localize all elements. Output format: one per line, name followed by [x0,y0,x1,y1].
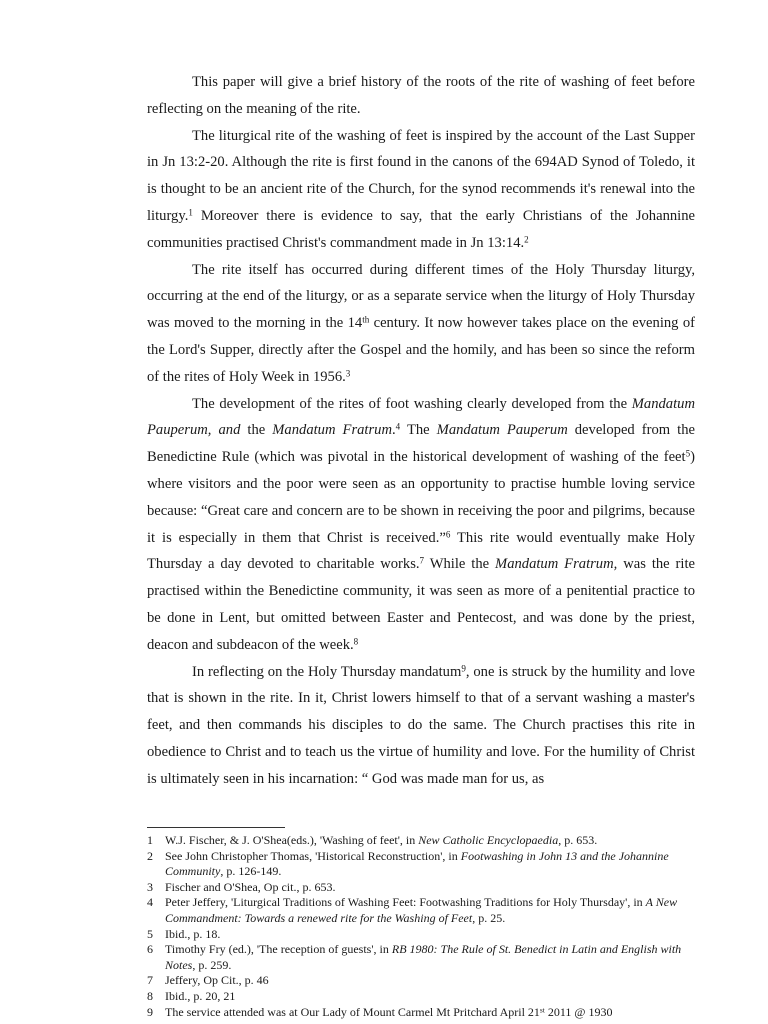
footnote-number: 5 [147,926,153,941]
footnote [147,927,695,943]
paragraph-3: The rite itself has occurred during different times of the Holy Thursday liturgy, occurring at the end of the liturgy, or as a separate service when the liturgy of Holy Thursday was moved to the morning in the 14th century. It now however takes place on the evening of the Lord's Supper, directly after the Gospel and the homily, and has been so since the reform of the rites of Holy Week in 1956.$^3$ [147,261,695,385]
footnote-ref-2[interactable]: 2 [524,234,529,245]
footnote-ref-1[interactable]: 1 [188,207,193,218]
footnote-number: 4 [147,895,153,910]
paragraph-2: The liturgical rite of the washing of feet is inspired by the account of the Last Supper in Jn 13:2-20. Although the rite is first found in the canons of the 694AD Synod of Toledo, it is thought to be an ancient rite of the Church, for the synod recommends it's renewal into the liturgy.$^1$ Moreover there is evidence to say, that the early Christians of the Johannine communities practised Christ's commandment made in Jn 13:14.$^2$ [147,127,695,251]
footnote [147,942,695,973]
footnote-ref-7[interactable]: 7 [419,555,425,566]
footnote-text: Peter Jeffery, 'Liturgical Traditions of Washing Feet: Footwashing Traditions for Holy Thursday', in A New Commandment: Towards a renewed rite for the Washing of Feet, p. 25. [165,895,678,925]
body-text [147,69,695,793]
footnote-ref-9[interactable]: 9 [461,663,466,674]
footnote-number: 7 [147,973,153,988]
paragraph-1: This paper will give a brief history of the roots of the rite of washing of feet before reflecting on the meaning of the rite. [147,74,695,117]
footnote-ref-4[interactable]: 4 [395,421,401,432]
footnote-ref-8[interactable]: 8 [353,636,359,647]
footnote-number: 9 [147,1004,153,1019]
paragraph-4: The development of the rites of foot washing clearly developed from the Mandatum Pauperum, and the Mandatum Fratrum.$^4$ The Mandatum Pauperum developed from the Benedictine Rule (which was pivotal in the historical development of washing of the feet$^5$) where visitors and the poor were seen as an opportunity to practise humble loving service because: “Great care and concern are to be shown in receiving the poor and pilgrims, because it is especially in them that Christ is received.”$^6$ This rite would eventually make Holy Thursday a day devoted to charitable works.$^7$ While the Mandatum Fratrum, was the rite practised within the Benedictine community, it was seen as more of a penitential practice to be done in Lent, but omitted between Easter and Pentecost, and was done by the priest, deacon and subdeacon of the week.$^8$ [147,395,696,653]
footnote [147,833,695,849]
italic-term: Mandatum Pauperum, and [147,395,695,439]
footnote-number: 1 [147,833,153,847]
footnote-number: 2 [147,848,153,863]
italic-term: Mandatum Fratrum, [495,556,618,573]
footnote-text: See John Christopher Thomas, 'Historical Reconstruction', in Footwashing in John 13 and the Johannine Community, p. 126-149. [165,848,669,879]
italic-term: Mandatum Fratrum [272,422,392,439]
footnote [147,880,695,896]
footnote-ref-3[interactable]: 3 [345,368,351,379]
footnote-text: Timothy Fry (ed.), 'The reception of guests', in RB 1980: The Rule of St. Benedict in Latin and English with Notes, p. 259. [165,942,682,972]
footnote-number: 3 [147,879,153,894]
footnote-text: Ibid., p. 20, 21 [165,988,236,1003]
footnote [147,895,695,926]
footnote-separator [147,827,285,828]
italic-term: Mandatum Pauperum [436,422,568,439]
footnote-ref-6[interactable]: 6 [445,529,451,540]
footnote-ref-5[interactable]: 5 [685,448,691,459]
footnote-text: Jeffery, Op Cit., p. 46 [165,973,269,988]
footnote-text: The service attended was at Our Lady of Mount Carmel Mt Pritchard April 21st 2011 @ 1930 [165,1004,613,1019]
footnotes-list [147,833,695,1020]
footnote-text: Fischer and O'Shea, Op cit., p. 653. [165,879,336,894]
footnote-text: Ibid., p. 18. [165,926,221,941]
footnote [147,849,695,880]
footnote [147,973,695,989]
paragraph-5: In reflecting on the Holy Thursday mandatum$^9$, one is struck by the humility and love that is shown in the rite. In it, Christ lowers himself to that of a servant washing a master's feet, and then commands his disciples to do the same. The Church practises this rite in obedience to Christ and to teach us the virtue of humility and love. For the humility of Christ is ultimately seen in his incarnation: “ God was made man for us, as [147,663,696,787]
footnote [147,989,695,1005]
footnote-number: 8 [147,988,153,1003]
footnote-number: 6 [147,942,153,957]
footnote [147,1005,695,1021]
footnote-text: W.J. Fischer, & J. O'Shea(eds.), 'Washing of feet', in New Catholic Encyclopaedia, p. 653. [165,833,598,847]
ordinal-suffix: th [362,314,370,325]
